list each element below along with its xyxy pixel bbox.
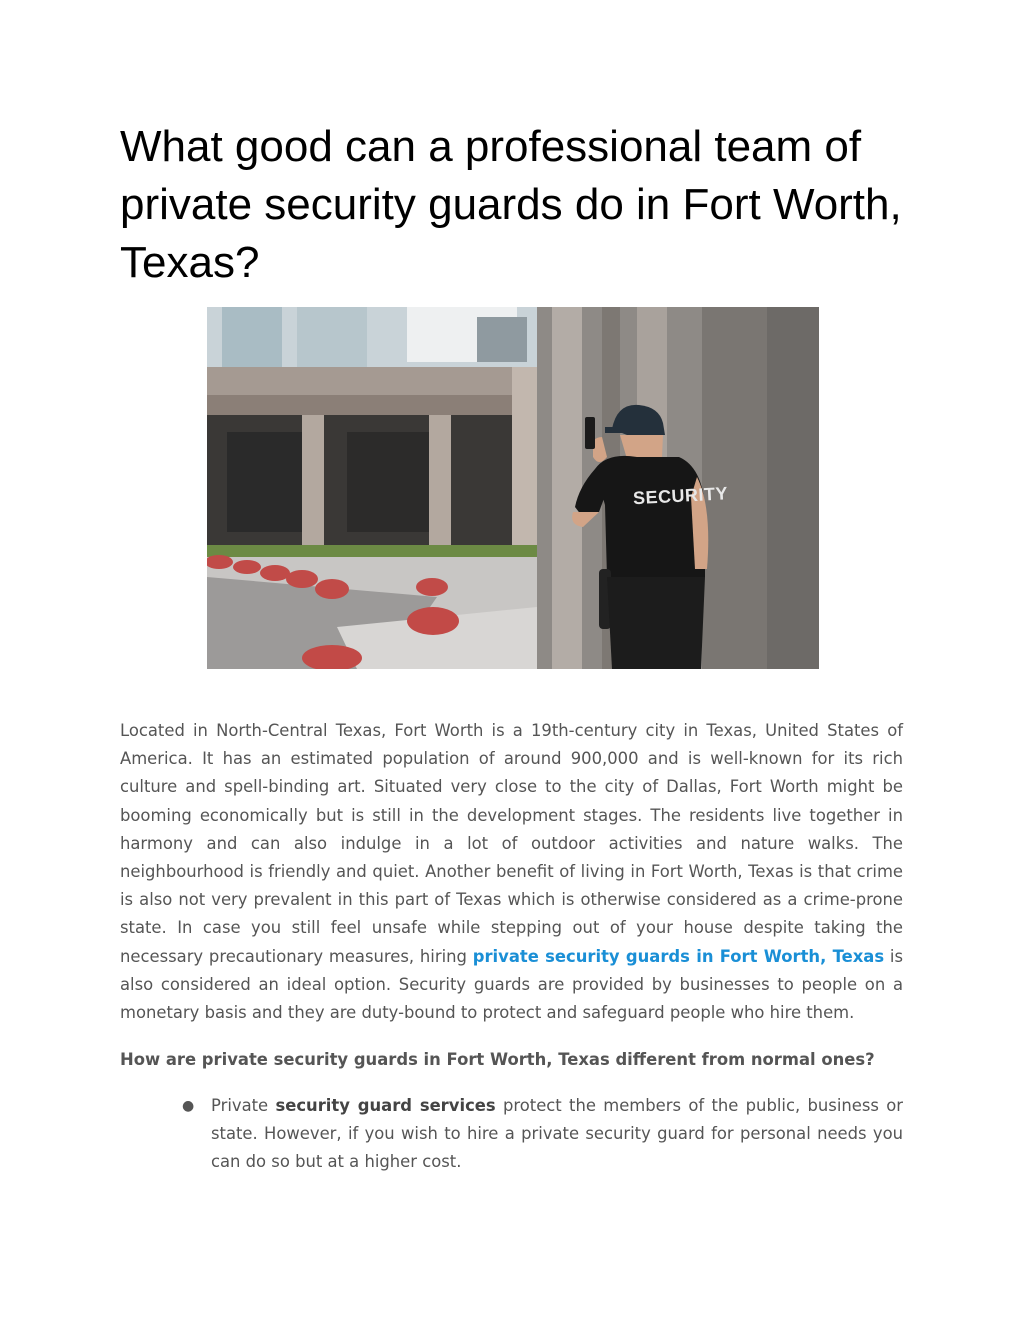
bullet-bold-text: security guard services <box>275 1096 496 1115</box>
bullet-icon: ● <box>182 1098 195 1114</box>
bullet-text-after: protect the members of the public, business or state. However, if you wish to hire a private security guard for personal needs you can do so but at a higher cost. <box>211 1096 903 1172</box>
intro-paragraph <box>120 717 903 1027</box>
private-security-guards-link[interactable]: private security guards in Fort Worth, Texas <box>472 946 885 966</box>
intro-text-after-link: is also considered an ideal option. Security guards are provided by businesses to people on a monetary basis and they are duty-bound to protect and safeguard people who hire them. <box>120 946 903 1023</box>
security-guard-photo <box>207 307 819 669</box>
bullet-list <box>120 1092 903 1177</box>
page-title: What good can a professional team of private security guards do in Fort Worth, Texas? <box>120 122 902 287</box>
bullet-text-before: Private <box>211 1096 276 1115</box>
list-item <box>120 1092 903 1177</box>
shirt-text: SECURITY <box>632 483 729 509</box>
section-subheading: How are private security guards in Fort Worth, Texas different from normal ones? <box>120 1050 875 1069</box>
intro-text-before-link: Located in North-Central Texas, Fort Worth is a 19th-century city in Texas, United States of America. It has an estimated population of around 900,000 and is well-known for its rich culture and spell-binding art. Situated very close to the city of Dallas, Fort Worth might be booming economically but is still in the development stages. The residents live together in harmony and can also indulge in a lot of outdoor activities and nature walks. The neighbourhood is friendly and quiet. Another benefit of living in Fort Worth, Texas is that crime is also not very prevalent in this part of Texas which is otherwise considered as a crime-prone state. In case you still feel unsafe while stepping out of your house despite taking the necessary precautionary measures, hiring <box>120 721 903 966</box>
